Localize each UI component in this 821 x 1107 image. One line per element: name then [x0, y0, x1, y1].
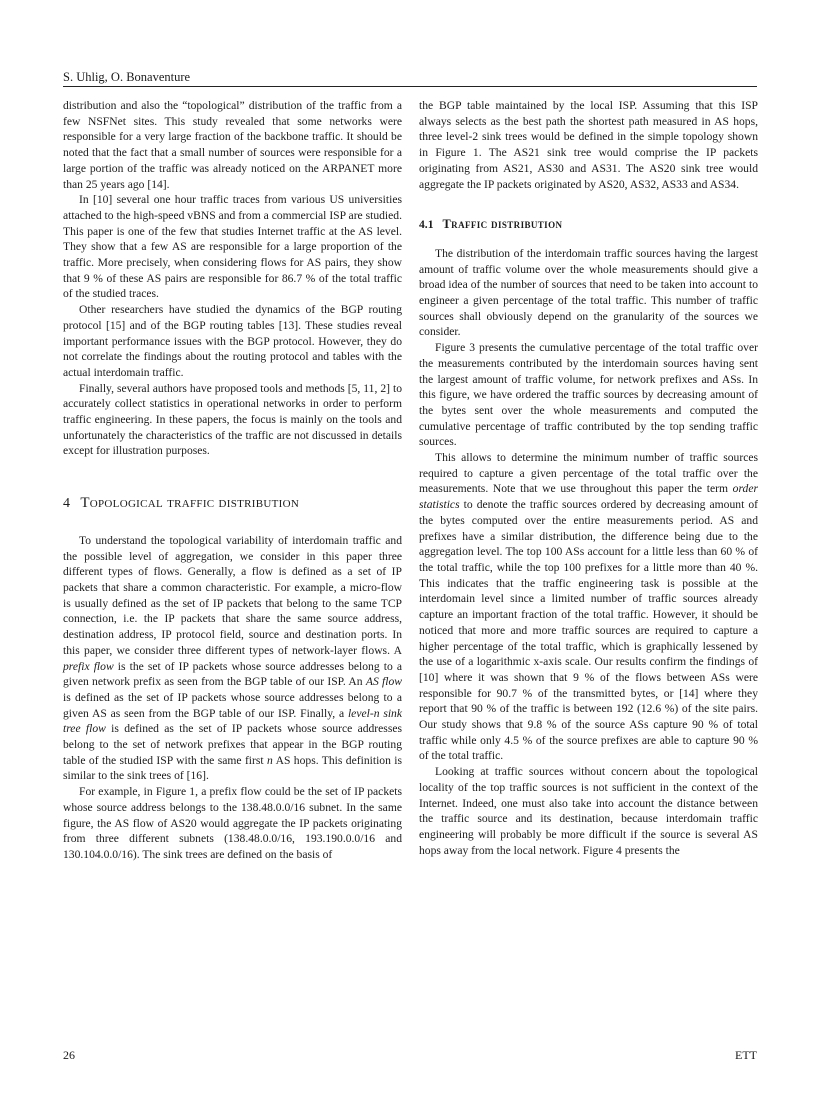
- paragraph: Looking at traffic sources without concern about the topological locality of the top traffic sources is not sufficient in the context of the Internet. Indeed, one must also take into account the distance between the traffic source and its destination, because interdomain traffic engineering will probably be more difficult if the source is several AS hops away from the local network. Figure 4 presents the: [419, 765, 758, 857]
- section-title: Topological traffic distribution: [80, 495, 300, 512]
- text-run: This allows to determine the minimum number of traffic sources required to capture a given percentage of the total traffic over the measurements. Note that we use throughout this paper the term: [419, 451, 758, 496]
- paragraph: distribution and also the “topological” distribution of the traffic from a few NSFNet sites. This study revealed that some networks were responsible for a very large fraction of the backbone traffic. It should be noted that the fact that a small number of sources were responsible for a large portion of the traffic was already noticed on the ARPANET more than 25 years ago [14].: [63, 99, 402, 191]
- paragraph: [63, 533, 402, 784]
- paragraph: The distribution of the interdomain traffic sources having the largest amount of traffic volume over the whole measurements should give a broad idea of the number of sources that need to be taken into account to engineer a given percentage of the total traffic. This number of traffic sources shall obviously depend on the granularity of the sources we consider.: [419, 246, 758, 339]
- author-running-head: S. Uhlig, O. Bonaventure: [63, 70, 191, 84]
- term-as-flow: AS flow: [365, 675, 403, 689]
- page-number: 26: [63, 1048, 75, 1062]
- text-run: to denote the traffic sources ordered by decreasing amount of the bytes computed over the entire measurements period. AS and prefixes have a similar distribution, the difference being due to the aggregation level. The top 100 ASs account for a little less than 60 % of the total traffic, while the top 100 prefixes for a little more than 40 %. This indicates that the traffic engineering task is possible at the interdomain level since a limited number of traffic sources already capture an important fraction of the total traffic. However, it should be noticed that more and more traffic sources are required to capture a higher percentage of the total traffic, which is graphically lessened by the use of a logarithmic x-axis scale. Our results confirm the findings of [10] where it was shown that 9 % of the flows between ASs were responsible for 90.7 % of the transmitted bytes, or [14] where they report that 90 % of the traffic is between 192 (12.6 %) of the site pairs. Our study shows that 9.8 % of the source ASs capture 90 % of total traffic while only 4.5 % of the source prefixes are able to capture 90 % of the total traffic.: [419, 498, 758, 763]
- journal-name: ETT: [735, 1048, 757, 1062]
- left-column: [63, 98, 402, 863]
- term-order-statistics: order statistics: [419, 482, 758, 512]
- paragraph: For example, in Figure 1, a prefix flow could be the set of IP packets whose source address belongs to the 138.48.0.0/16 subnet. In the same figure, the AS flow of AS20 would aggregate the IP packets originating from three different subnets (138.48.0.0/16, 193.190.0.0/16 and 130.104.0.0/16). The sink trees are defined on the basis of: [63, 785, 402, 861]
- text-run: To understand the topological variability of interdomain traffic and the possible level of aggregation, we consider in this paper three different types of flows. Generally, a flow is defined as a set of IP packets that share a common characteristic. For example, a micro-flow is usually defined as the set of IP packets that belong to the same TCP connection, i.e. the IP packets that share the same source address, destination address, IP protocol field, source and destination ports. In this paper, we consider three different types of network-layer flows. A: [63, 533, 402, 657]
- paragraph: [419, 450, 758, 764]
- term-n: n: [267, 753, 273, 767]
- paragraph: Figure 3 presents the cumulative percentage of the total traffic over the measurements contributed by the interdomain sources having sent the largest amount of traffic volume, for network prefixes and ASs. In this figure, we have ordered the traffic sources by decreasing amount of the bytes sent over the whole measurements and computed the cumulative percentage of traffic contributed by the top sending traffic sources.: [419, 341, 758, 449]
- right-column: [419, 98, 758, 858]
- paragraph: Finally, several authors have proposed tools and methods [5, 11, 2] to accurately collect statistics in operational networks in order to perform traffic engineering. In these papers, the focus is mainly on the tools and unfortunately the characteristics of the traffic are not discussed in details except for illustration purposes.: [63, 381, 402, 458]
- subsection-number: 4.1: [419, 218, 434, 232]
- text-run: AS hops. This definition is similar to the sink trees of [16].: [63, 753, 403, 783]
- text-run: is defined as the set of IP packets whose source addresses belong to the set of network prefixes that appear in the BGP routing table of the studied ISP with the same first: [63, 722, 402, 767]
- text-run: is the set of IP packets whose source addresses belong to a given network prefix as seen from the BGP table of our ISP. An: [63, 659, 402, 689]
- header-rule: [63, 86, 757, 87]
- section-heading: [63, 496, 402, 512]
- paragraph: In [10] several one hour traffic traces from various US universities attached to the high-speed vBNS and from a commercial ISP are studied. This paper is one of the few that studies Internet traffic at the AS level. They show that a few AS are responsible for a large proportion of the traffic. More precisely, when considering flows for AS pairs, they show that 9 % of these AS pairs are responsible for 86.7 % of the total traffic of the studied traces.: [63, 193, 402, 301]
- term-prefix-flow: prefix flow: [63, 659, 114, 673]
- section-number: 4: [63, 496, 71, 512]
- term-sink-tree-flow: level-n sink tree flow: [63, 706, 402, 736]
- paragraph: Other researchers have studied the dynamics of the BGP routing protocol [15] and of the BGP routing tables [13]. These studies reveal important performance issues with the BGP protocol. However, they do not correlate the findings about the routing protocol and tables with the actual interdomain traffic.: [63, 303, 402, 379]
- subsection-title: Traffic distribution: [442, 217, 563, 232]
- paragraph: the BGP table maintained by the local ISP. Assuming that this ISP always selects as the best path the shortest path measured in AS hops, three level-2 sink trees would be defined in the simple topology shown in Figure 1. The AS21 sink tree would comprise the IP packets originating from AS21, AS30 and AS31. The AS20 sink tree would aggregate the IP packets originated by AS20, AS32, AS33 and AS34.: [419, 99, 758, 191]
- running-head: [63, 70, 757, 85]
- subsection-heading: [419, 217, 758, 233]
- text-run: is defined as the set of IP packets whose source addresses belong to a given AS as seen from the BGP table of our ISP. Finally, a: [63, 690, 402, 720]
